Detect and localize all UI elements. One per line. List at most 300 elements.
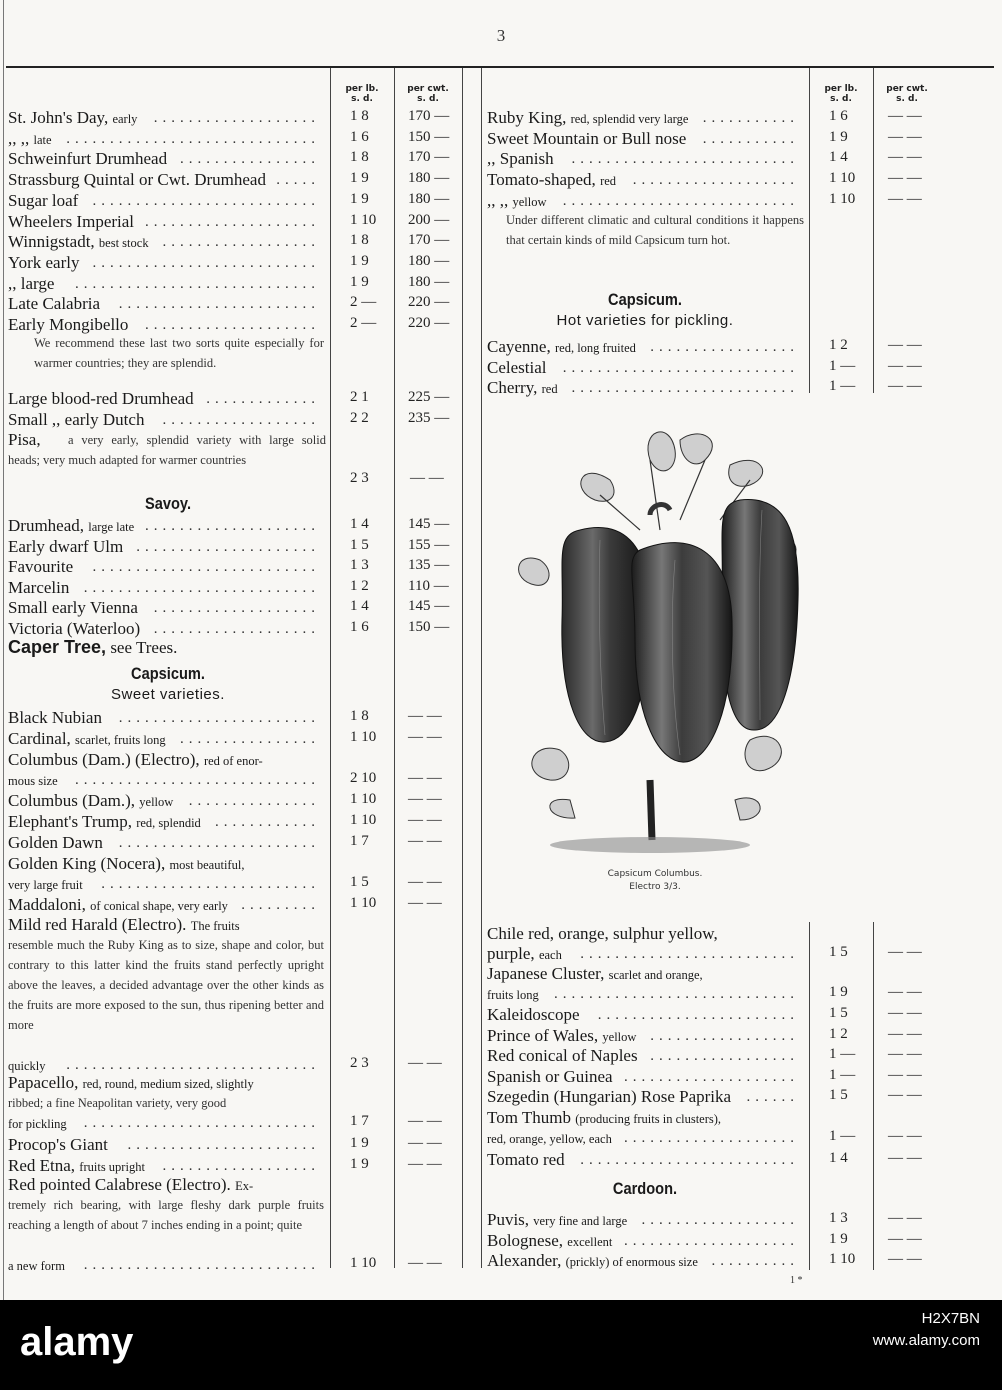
cardoon-entry-price-lb: 1 3 [829,1210,848,1226]
chile-name [487,924,718,945]
left-entry-title: Strassburg Quintal or Cwt. Drumhead [8,170,266,190]
red-pointed-calabrese-last [8,1255,324,1275]
tom-thumb-desc: (producing fruits in clusters), [575,1112,722,1126]
mild-red-harald-last-text: quickly [8,1059,46,1073]
columbus-electro-title: Columbus (Dam.) (Electro), [8,750,200,769]
sweet-entry-price-cwt: — — [408,1135,442,1151]
right-entry-price-lb: 1 9 [829,128,848,145]
caption-line1: Capsicum Columbus. [607,869,703,879]
red-pointed-calabrese-body: tremely rich bearing, with large fleshy dark purple fruits reaching a length of about 7 inches ending in a point; quite [8,1198,324,1232]
sweet-entry [8,833,324,853]
japanese-cluster-price-cwt: — — [888,984,922,1000]
cardoon-heading: Cardoon. [612,1179,678,1198]
left-entry-price-lb: 1 10 [350,211,377,228]
sweet-entry-name [8,833,103,854]
savoy-entry [8,557,324,577]
left-entry-price-cwt: 235 — [408,409,450,426]
footer-mark: 1 * [790,1275,803,1286]
japanese-cluster-last-text: fruits long [487,988,539,1002]
red-pointed-calabrese-price-lb: 1 10 [350,1255,377,1271]
right-entry-leader: ........................... [562,192,799,209]
sweet-entry-price-cwt: — — [408,833,442,849]
sweet-entry-desc: yellow [139,795,174,809]
right-entry-leader: ................. [650,1027,799,1044]
chile-title: Chile red, orange, sulphur yellow, [487,924,718,943]
left-entry-price-cwt: 170 — [408,108,450,124]
maddaloni-entry-price-cwt: — — [408,895,442,911]
right-entry [487,170,803,190]
left-entry-name [8,191,78,212]
tom-thumb-price-lb: 1 — [829,1128,856,1144]
left-entry [8,410,324,430]
columbus-electro-last [8,770,324,790]
sweet-entry-title: Golden Dawn [8,833,103,852]
capsicum-sweet-subheading: Sweet varieties. [111,686,225,703]
sweet-entry-desc: fruits upright [79,1160,145,1174]
right-entry-leader: ........... [702,110,799,126]
right-cwt-rule-top [873,68,874,393]
right-entry-title: Szegedin (Hungarian) Rose Paprika [487,1087,732,1106]
papacello-price-cwt: — — [408,1113,442,1129]
right-entry-desc: red, splendid very large [570,112,689,126]
left-entry-leader: .................... [145,317,320,333]
right-entry-leader: ................... [632,172,799,189]
golden-king-last-text: very large fruit [8,878,83,892]
left-entry-leader: .................. [162,234,320,251]
savoy-entry-price-cwt: 135 — [408,557,450,573]
chile-last [487,944,803,964]
sweet-entry [8,812,324,832]
savoy-entry-name [8,619,140,640]
right-entry-price-cwt: — — [888,128,922,145]
right-entry-name [487,1026,636,1047]
right-entry [487,1087,803,1107]
left-entry-price-lb: 1 6 [350,128,369,145]
hot-entry-price-lb: 1 — [829,378,856,394]
right-entry-price-lb: 1 6 [829,108,848,124]
savoy-entry-price-lb: 1 2 [350,577,369,594]
right-entry-leader: ................. [650,1048,799,1064]
sweet-entry-title: Cardinal, [8,729,71,748]
papacello-leader: ........................... [83,1115,320,1131]
columbus-electro-desc: red of enor- [203,754,263,768]
caper-tree-ref: see Trees. [106,638,178,657]
right-entry-name [487,191,547,212]
left-per-cwt-header: per cwt. s. d. [407,84,449,104]
right-entry-title: Red conical of Naples [487,1046,638,1065]
right-entry-name [487,1087,731,1108]
left-entry-title: ,, ,, [8,128,30,148]
left-entry-price-cwt: 150 — [408,128,450,145]
left-entry-title: Large blood-red Drumhead [8,389,194,408]
red-pointed-calabrese-leader: ........................... [83,1257,320,1273]
left-entry-price-lb: 1 9 [350,252,369,269]
sweet-entry-leader: ............ [215,814,320,830]
left-entry-price-lb: 1 8 [350,108,369,124]
right-entry-price-lb: 1 10 [829,190,856,207]
caper-tree-name: Caper Tree, [8,637,107,657]
cardoon-entry-leader: .................... [624,1232,799,1249]
japanese-cluster-last [487,984,803,1004]
left-entry-price-lb: 1 8 [350,232,369,249]
savoy-entry-title: Marcelin [8,577,70,597]
columbus-electro-price-cwt: — — [408,770,442,786]
papacello-last-text: for pickling [8,1117,67,1131]
right-entry-price-lb: 1 10 [829,170,856,187]
sweet-entry [8,791,324,811]
left-entry-name [8,294,100,315]
pisa-name: Pisa, [8,430,41,449]
left-entry [8,108,324,128]
pisa-price-cwt: — — [410,470,444,486]
left-entry-price-lb: 1 8 [350,149,369,166]
right-entry-title: Kaleidoscope [487,1005,580,1024]
right-entry [487,108,803,128]
mild-red-harald-body: resemble much the Ruby King as to size, shape and color, but contrary to this latter kind the fruits stand perfectly upright above the leaves, a decided advantage over the other kinds as the fruits are more exposed to the sun, thus ripening better and more [8,938,324,1032]
savoy-heading: Savoy. [144,494,192,513]
sweet-entry-title: Elephant's Trump, [8,812,132,831]
savoy-entry [8,516,324,536]
left-entry-name [8,129,52,150]
left-entry-leader: ................ [180,151,320,168]
capsicum-hot-subheading: Hot varieties for pickling. [556,312,734,329]
right-entry-price-cwt: — — [888,1046,922,1062]
savoy-entry-name [8,537,123,558]
right-entry-name [487,170,616,191]
left-entry-title: Wheelers Imperial [8,211,135,231]
sweet-entry-price-lb: 1 8 [350,708,369,724]
golden-king-title: Golden King (Nocera), [8,854,166,873]
right-entry-price-lb: 1 — [829,1046,856,1062]
mild-red-harald-last [8,1055,324,1075]
header-rule [6,66,994,68]
golden-king-price-lb: 1 5 [350,874,369,890]
sweet-entry-price-cwt: — — [408,812,442,828]
sweet-entry-title: Procop's Giant [8,1135,108,1154]
left-entry-price-cwt: 170 — [408,232,450,249]
right-entry-desc: yellow [602,1029,637,1044]
right-cwt-rule-bottom [873,922,874,1270]
right-entry-title: Tomato-shaped, [487,170,596,190]
left-entry-price-cwt: 170 — [408,149,450,166]
savoy-entry-leader: ................... [153,600,320,616]
right-entry-price-cwt: — — [888,1087,922,1103]
sweet-entry-name [8,791,173,812]
left-entry [8,212,324,232]
left-per-lb-header: per lb. s. d. [345,84,379,104]
tom-thumb-price-cwt: — — [888,1128,922,1144]
tom-thumb-last [487,1128,803,1148]
right-entry-leader: ........... [702,130,799,147]
right-entry-price-lb: 1 4 [829,149,848,166]
mild-red-harald-name [8,915,240,936]
right-entry-name [487,129,686,150]
illustration-caption [500,868,810,894]
left-entry-price-cwt: 225 — [408,389,450,405]
papacello-desc: red, round, medium sized, slightly [82,1077,254,1091]
mild-red-harald-line1 [8,915,324,935]
left-entry [8,315,324,335]
right-entry-title: ,, ,, [487,190,509,210]
right-entry-price-cwt: — — [888,108,922,124]
left-entry-name [8,149,167,170]
left-entry-name [8,389,194,410]
savoy-entry-leader: ........................... [83,579,320,596]
left-entry [8,170,324,190]
golden-king-line1 [8,854,324,874]
left-entry [8,129,324,149]
image-code: H2X7BN [921,1310,980,1327]
pisa-price-lb: 2 3 [350,470,369,486]
cardoon-entry-title: Bolognese, [487,1230,564,1250]
right-entry-title: ,, Spanish [487,149,554,169]
left-entry-leader: .................... [145,213,320,230]
hot-entry-price-lb: 1 — [829,357,856,374]
maddaloni-entry [8,895,324,915]
right-entry-leader: ...... [746,1089,799,1105]
maddaloni-entry-price-lb: 1 10 [350,895,377,911]
cardoon-entry-desc: (prickly) of enormous size [565,1255,698,1269]
right-entry-name [487,1046,638,1067]
chile-last-desc: each [538,948,562,962]
capsicum-columbus-illustration [500,420,810,870]
hot-entry [487,358,803,378]
savoy-entry-name [8,557,73,578]
hot-entry-price-cwt: — — [888,378,922,394]
sweet-entry-name [8,1156,145,1177]
mild-red-harald-title: Mild red Harald (Electro). [8,915,187,934]
hot-entry-name [487,337,636,358]
right-price-rule-top [809,68,810,393]
hot-entry-title: Celestial [487,357,547,377]
red-pointed-calabrese-desc: Ex- [235,1179,254,1193]
right-entry-leader: ....................... [597,1007,799,1023]
hot-entry-price-lb: 1 2 [829,337,848,353]
tomato-red-entry-name [487,1150,565,1171]
right-price-rule-bottom [809,922,810,1270]
tom-thumb-line1 [487,1108,803,1128]
sweet-entry-leader: ............... [188,793,320,809]
savoy-entry-title: Small early Vienna [8,598,138,617]
savoy-entry-title: Victoria (Waterloo) [8,618,141,638]
sweet-entry-price-cwt: — — [408,729,442,745]
tomato-red-entry-title: Tomato red [487,1150,565,1169]
right-entry-desc: red [600,174,617,189]
cardoon-entry-price-cwt: — — [888,1210,922,1226]
mild-red-harald-price-lb: 2 3 [350,1055,369,1071]
hot-entry-desc: red, long fruited [554,341,636,355]
left-entry [8,294,324,314]
left-entry-leader: ............................. [66,130,320,147]
tom-thumb-title: Tom Thumb [487,1108,571,1127]
left-entry-price-lb: 1 9 [350,273,369,290]
hot-entry [487,378,803,398]
maddaloni-entry-leader: ......... [241,897,320,913]
cardoon-entry-price-cwt: — — [888,1251,922,1267]
tomato-red-entry [487,1150,803,1170]
caption-line2: Electro 3/3. [629,882,681,892]
japanese-cluster-last-label [487,984,539,1005]
savoy-entry-price-lb: 1 4 [350,598,369,614]
japanese-cluster-name [487,964,703,985]
left-entry-title: Winnigstadt, [8,232,95,252]
tomato-red-entry-price-cwt: — — [888,1150,922,1166]
papacello-line1 [8,1073,324,1093]
sweet-entry-leader: ....................... [118,710,320,726]
savoy-entry-leader: .................... [145,518,320,534]
right-entry-title: Prince of Wales, [487,1025,599,1045]
japanese-cluster-price-lb: 1 9 [829,984,848,1000]
papacello-last [8,1113,324,1133]
left-entry [8,191,324,211]
japanese-cluster-leader: ............................ [554,986,799,1002]
japanese-cluster-title: Japanese Cluster, [487,964,605,983]
mild-red-harald-price-cwt: — — [408,1055,442,1071]
columbus-electro-line1 [8,750,324,770]
hot-entry [487,337,803,357]
sweet-entry-leader: ...................... [127,1137,320,1153]
columbus-electro-name [8,750,263,771]
hot-entry-leader: ........................... [562,359,799,376]
sweet-entry [8,708,324,728]
cardoon-entry-title: Alexander, [487,1251,562,1270]
savoy-entry-name [8,516,134,537]
hot-entry-title: Cherry, [487,378,538,397]
cardoon-entry-leader: .......... [711,1253,799,1269]
right-entry-price-lb: 1 2 [829,1025,848,1042]
left-entry-title: Sugar loaf [8,190,79,210]
red-pointed-calabrese-last-label [8,1255,65,1276]
right-entry-name [487,149,554,170]
savoy-entry-name [8,578,69,599]
cardoon-entry-title: Puvis, [487,1210,530,1229]
right-entry-name [487,1005,580,1026]
chile-last-label [487,944,562,965]
savoy-entry-price-lb: 1 3 [350,557,369,573]
golden-king-name [8,854,244,875]
cardoon-entry-name [487,1231,612,1252]
columbus-electro-price-lb: 2 10 [350,770,377,786]
left-entry-price-cwt: 180 — [408,273,450,290]
right-entry-price-lb: 1 — [829,1066,856,1083]
left-entry-title: Small ,, early Dutch [8,409,145,429]
hot-entry-price-cwt: — — [888,337,922,353]
savoy-entry-price-cwt: 150 — [408,618,450,635]
hot-entry-desc: red [541,382,558,396]
cardoon-entry-price-lb: 1 10 [829,1251,856,1267]
left-entry-leader: .................. [162,411,320,428]
sweet-entry-name [8,729,166,750]
golden-king-price-cwt: — — [408,874,442,890]
left-recommend-note: We recommend these last two sorts quite especially for warmer countries; they are splendid. [34,336,324,370]
red-pointed-calabrese-name [8,1175,253,1196]
tom-thumb-name [487,1108,721,1129]
sweet-entry-desc: red, splendid [136,816,201,830]
left-entry [8,389,324,409]
left-entry-leader: ................... [153,110,320,126]
sweet-entry-leader: .................. [162,1158,320,1174]
sweet-entry-price-cwt: — — [408,708,442,724]
cardoon-entry-name [487,1210,627,1231]
right-entry [487,1026,803,1046]
sweet-entry-name [8,1135,108,1156]
sweet-entry-price-lb: 1 9 [350,1156,369,1172]
left-entry-title: ,, large [8,273,55,293]
savoy-entry-name [8,598,138,619]
right-entry-title: Ruby King, [487,108,567,127]
left-entry-title: Early Mongibello [8,315,129,334]
hot-entry-title: Cayenne, [487,337,551,356]
chile-last-text: purple, [487,944,535,963]
sweet-entry-price-lb: 1 7 [350,833,369,849]
golden-king-leader: ......................... [101,876,320,892]
sweet-entry-price-lb: 1 10 [350,812,377,828]
hot-entry-price-cwt: — — [888,357,922,374]
papacello-price-lb: 1 7 [350,1113,369,1129]
left-entry-title: York early [8,252,80,272]
sweet-entry-desc: scarlet, fruits long [75,733,166,747]
left-entry-name [8,170,266,191]
savoy-entry-price-cwt: 145 — [408,598,450,614]
savoy-entry-price-lb: 1 6 [350,618,369,635]
left-entry-price-lb: 2 — [350,294,377,311]
right-entry-price-lb: 1 5 [829,1087,848,1103]
cardoon-entry-leader: .................. [641,1212,799,1228]
japanese-cluster-desc: scarlet and orange, [608,968,703,982]
cardoon-entry [487,1210,803,1230]
left-entry-price-cwt: 180 — [408,190,450,207]
savoy-entry-price-cwt: 110 — [408,577,449,594]
red-pointed-calabrese-price-cwt: — — [408,1255,442,1271]
papacello-name [8,1073,254,1094]
capsicum-hot-heading: Capsicum. [608,290,682,309]
maddaloni-entry-desc: of conical shape, very early [90,899,228,913]
right-entry-title: Spanish or Guinea [487,1066,613,1086]
tomato-red-entry-leader: ......................... [580,1152,799,1168]
sweet-entry-price-lb: 1 10 [350,791,377,807]
watermark-bar [0,1300,1002,1390]
left-entry [8,274,324,294]
hot-entry-name [487,358,546,379]
maddaloni-entry-title: Maddaloni, [8,895,86,914]
sweet-entry-price-cwt: — — [408,1156,442,1172]
left-entry-price-lb: 2 2 [350,409,369,426]
alamy-logo: alamy [20,1320,134,1364]
left-right-rule [462,68,463,1268]
left-entry-price-cwt: 220 — [408,294,450,311]
left-entry-desc: early [112,112,138,126]
left-entry-price-lb: 2 1 [350,389,369,405]
savoy-entry [8,578,324,598]
left-entry [8,253,324,273]
left-entry-leader: .......................... [92,254,320,271]
left-entry-leader: .......................... [92,192,320,209]
left-entry-desc: late [33,132,52,147]
left-entry-title: St. John's Day, [8,108,109,127]
right-entry-price-cwt: — — [888,149,922,166]
caper-tree-line [8,637,177,658]
left-cwt-rule [394,68,395,1268]
sweet-entry-price-cwt: — — [408,791,442,807]
savoy-entry-desc: large late [88,520,135,534]
left-entry-price-lb: 1 9 [350,190,369,207]
right-per-lb-header: per lb. s. d. [824,84,858,104]
right-entry-price-cwt: — — [888,1066,922,1083]
chile-price-cwt: — — [888,944,922,960]
savoy-entry-price-lb: 1 5 [350,536,369,553]
sweet-entry-title: Red Etna, [8,1156,76,1175]
left-entry-name [8,108,137,129]
